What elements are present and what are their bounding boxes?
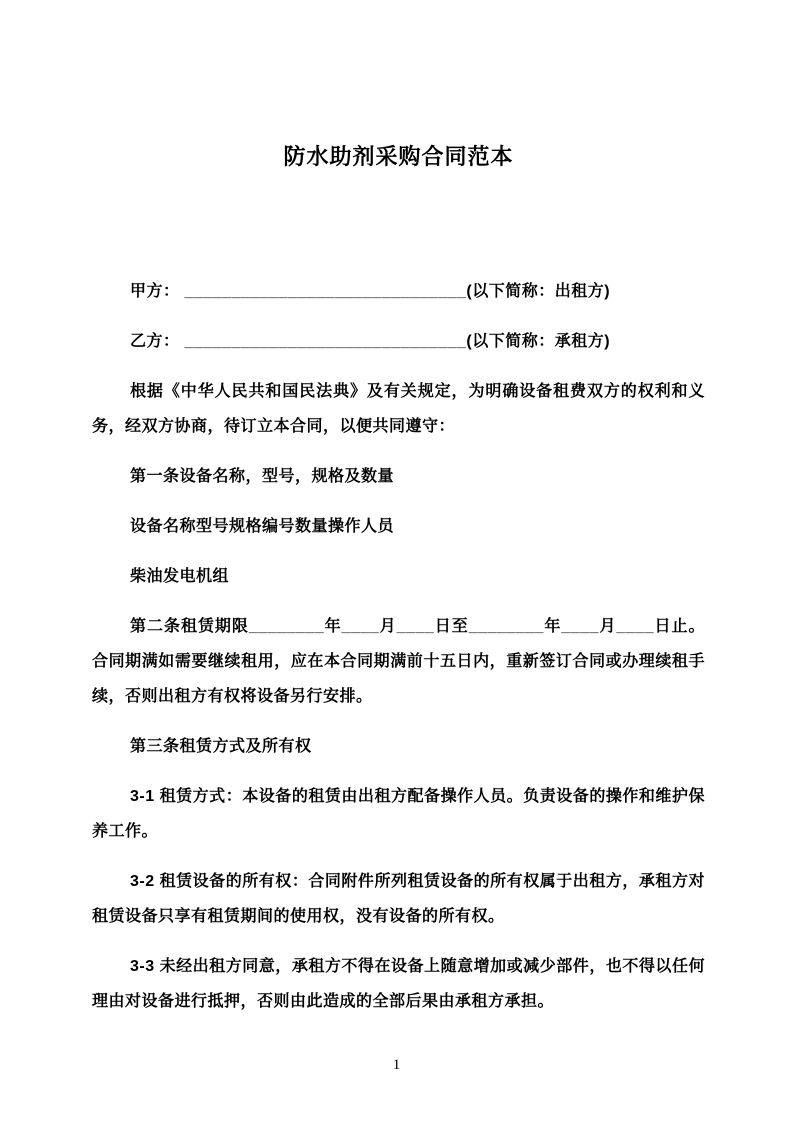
clause-3-3-paragraph: 3-3 未经出租方同意，承租方不得在设备上随意增加或减少部件，也不得以任何理由对设备进行抵押，否则由此造成的全部后果由承租方承担。 <box>92 958 705 1010</box>
intro-paragraph: 根据《中华人民共和国民法典》及有关规定，为明确设备租费双方的权利和义务，经双方协商，待订立本合同，以便共同遵守： <box>92 383 705 435</box>
clause-3-heading: 第三条租赁方式及所有权 <box>130 738 312 755</box>
equipment-table-heading: 设备名称型号规格编号数量操作人员 <box>130 518 395 535</box>
equipment-name-line: 柴油发电机组 <box>130 568 230 585</box>
party-a-line: 甲方： ______________________________(以下简称：出租方) <box>130 283 611 300</box>
clause-3-2-paragraph: 3-2 租赁设备的所有权：合同附件所列租赁设备的所有权属于出租方，承租方对租赁设备只享有租赁期间的使用权，没有设备的所有权。 <box>92 873 705 925</box>
party-b-line: 乙方： ______________________________(以下简称：承租方) <box>130 333 611 350</box>
document-title: 防水助剂采购合同范本 <box>283 144 514 169</box>
clause-3-1-paragraph: 3-1 租赁方式：本设备的租赁由出租方配备操作人员。负责设备的操作和维护保养工作。 <box>92 788 705 840</box>
page-number: 1 <box>392 1057 401 1073</box>
clause-1-heading: 第一条设备名称，型号，规格及数量 <box>130 468 395 485</box>
clause-2-paragraph: 第二条租赁期限________年____月____日至________年____月____日止。合同期满如需要继续租用，应在本合同期满前十五日内，重新签订合同或办理续租手续，否则出租方有权将设备另行安排。 <box>92 618 705 705</box>
